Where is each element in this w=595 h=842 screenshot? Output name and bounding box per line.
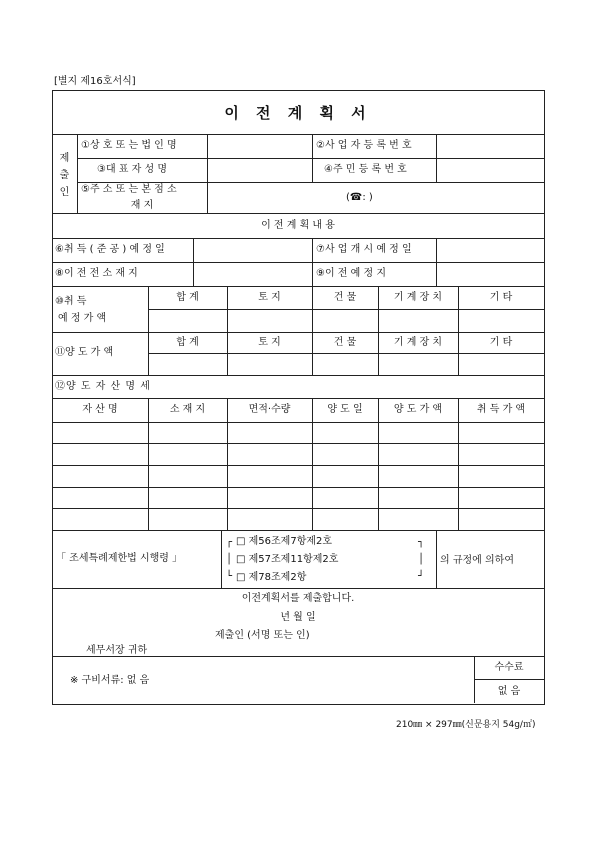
resident-reg-no-field[interactable] [437, 159, 543, 181]
business-reg-no-label: ②사 업 자 등 록 번 호 [316, 140, 412, 151]
tr-col-other: 기 타 [489, 337, 513, 348]
attachments-note: ※ 구비서류: 없 음 [70, 675, 150, 686]
acquisition-amount-label-2: 예 정 가 액 [58, 313, 107, 324]
acq-col-land: 토 지 [258, 292, 281, 303]
asset-col-name: 자 산 명 [82, 404, 118, 415]
business-start-date-field[interactable] [437, 239, 543, 261]
business-reg-no-field[interactable] [437, 135, 543, 157]
business-name-label: ①상 호 또 는 법 인 명 [81, 140, 177, 151]
acq-col-total: 합 계 [176, 292, 199, 303]
paper-spec: 210㎜ × 297㎜(신문용지 54g/㎡) [396, 720, 536, 730]
acq-col-building: 건 물 [333, 292, 357, 303]
resident-reg-no-label: ④주 민 등 록 번 호 [324, 164, 407, 175]
law-bracket-left: ┌ │ └ [226, 537, 233, 582]
phone-label: (☎: ) [346, 192, 373, 203]
asset-col-transfer-price: 양 도 가 액 [393, 404, 443, 415]
acquisition-date-label: ⑥취 득 ( 준 공 ) 예 정 일 [55, 244, 165, 255]
acq-col-other: 기 타 [489, 292, 513, 303]
acquisition-amount-label: ⑩취 득 [55, 296, 87, 307]
law-name: 「 조세특례제한법 시행령 」 [56, 553, 183, 564]
asset-col-transfer-date: 양 도 일 [327, 404, 363, 415]
submitter-side-label: 제 출 인 [59, 153, 70, 198]
representative-field[interactable] [208, 159, 311, 181]
form-reference: [별지 제16호서식] [54, 76, 136, 87]
tr-col-total: 합 계 [176, 337, 199, 348]
submitter-signature-line: 제출인 (서명 또는 인) [215, 630, 310, 641]
submission-date: 년 월 일 [280, 612, 316, 623]
representative-label: ③대 표 자 성 명 [97, 164, 167, 175]
law-bracket-right: ┐ │ ┘ [418, 537, 425, 582]
address-label-line1: ⑤주 소 또 는 본 점 소 [81, 184, 177, 195]
address-label-line2: 재 지 [130, 200, 154, 211]
fee-value: 없 음 [497, 686, 521, 697]
law-suffix: 의 규정에 의하여 [440, 555, 514, 566]
address-field[interactable] [208, 183, 543, 212]
acquisition-date-field[interactable] [194, 239, 311, 261]
business-name-field[interactable] [208, 135, 311, 157]
pre-transfer-location-label: ⑧이 전 전 소 재 지 [55, 268, 138, 279]
fee-label: 수수료 [494, 662, 524, 673]
law-clause-2[interactable]: □ 제57조제11항제2호 [236, 554, 339, 565]
tr-col-building: 건 물 [333, 337, 357, 348]
transfer-amount-label: ⑪양 도 가 액 [55, 347, 114, 358]
transfer-destination-label: ⑨이 전 예 정 지 [316, 268, 386, 279]
addressee: 세무서장 귀하 [86, 645, 148, 656]
business-start-date-label: ⑦사 업 개 시 예 정 일 [316, 244, 412, 255]
transfer-destination-field[interactable] [437, 263, 543, 285]
asset-detail-title: ⑫양 도 자 산 명 세 [55, 381, 151, 392]
submission-statement: 이전계획서를 제출합니다. [241, 593, 355, 604]
asset-col-area: 면적·수량 [248, 404, 291, 415]
plan-section-header: 이 전 계 획 내 용 [261, 220, 335, 231]
law-clause-1[interactable]: □ 제56조제7항제2호 [236, 536, 333, 547]
tr-col-land: 토 지 [258, 337, 281, 348]
acq-col-machinery: 기 계 장 치 [393, 292, 443, 303]
asset-col-location: 소 재 지 [169, 404, 206, 415]
form-title: 이 전 계 획 서 [224, 104, 372, 122]
asset-col-acquisition-price: 취 득 가 액 [476, 404, 526, 415]
tr-col-machinery: 기 계 장 치 [393, 337, 443, 348]
law-clause-3[interactable]: □ 제78조제2항 [236, 572, 307, 583]
pre-transfer-location-field[interactable] [194, 263, 311, 285]
